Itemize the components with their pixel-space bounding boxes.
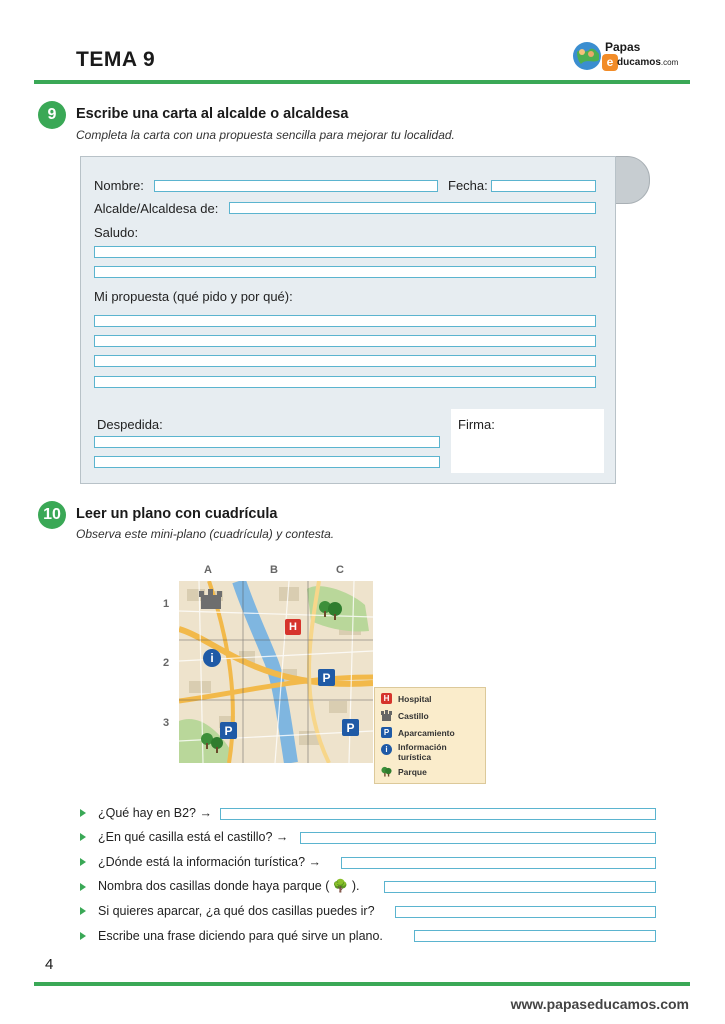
mayor-field[interactable] (229, 202, 596, 214)
bullet-triangle-icon (80, 858, 86, 866)
legend-label-info: Información turística (398, 742, 447, 762)
greeting-line-1[interactable] (94, 246, 596, 258)
date-label: Fecha: (448, 178, 488, 193)
signature-label: Firma: (458, 417, 495, 432)
header-divider (34, 80, 690, 84)
greeting-label: Saludo: (94, 225, 139, 240)
proposal-line-3[interactable] (94, 355, 596, 367)
question-3 (80, 855, 321, 869)
question-2-text: ¿En qué casilla está el castillo? → (98, 830, 289, 844)
legend-row-hospital (381, 693, 432, 704)
bullet-triangle-icon (80, 883, 86, 891)
info-icon: i (381, 744, 392, 755)
question-5-text: Si quieres aparcar, ¿a qué dos casillas puedes ir? (98, 904, 375, 918)
hospital-icon: H (381, 693, 392, 704)
footer-url: www.papaseducamos.com (510, 996, 689, 1012)
name-field[interactable] (154, 180, 438, 192)
map-parking-icon-a3: P (220, 722, 237, 739)
parking-icon: P (381, 727, 392, 738)
papaseducamos-logo (571, 38, 691, 74)
footer-divider (34, 982, 690, 986)
farewell-line-2[interactable] (94, 456, 440, 468)
question-4-text: Nombra dos casillas donde haya parque ( 🌳 ). (98, 879, 360, 893)
question-5 (80, 904, 375, 918)
mayor-label: Alcalde/Alcaldesa de: (94, 201, 219, 216)
map-column-c: C (336, 564, 344, 576)
legend-label-parking: Aparcamiento (398, 727, 455, 738)
exercise-9-number: 9 (38, 101, 66, 129)
answer-line-2[interactable] (300, 832, 656, 844)
legend-row-park (381, 766, 427, 777)
legend-row-castle (381, 710, 429, 721)
exercise-10-number: 10 (38, 501, 66, 529)
exercise-10-title: Leer un plano con cuadrícula (76, 506, 278, 522)
exercise-9-subtitle: Completa la carta con una propuesta sencilla para mejorar tu localidad. (76, 128, 455, 142)
map-legend (374, 687, 486, 784)
globe-icon (571, 40, 603, 72)
question-1 (80, 806, 212, 820)
answer-line-5[interactable] (395, 906, 656, 918)
proposal-line-2[interactable] (94, 335, 596, 347)
legend-label-park: Parque (398, 766, 427, 777)
logo-e-badge: e (602, 54, 618, 71)
page-title: TEMA 9 (76, 48, 156, 71)
answer-line-1[interactable] (220, 808, 656, 820)
answer-line-4[interactable] (384, 881, 656, 893)
map-row-1: 1 (163, 598, 170, 610)
answer-line-6[interactable] (414, 930, 656, 942)
castle-icon (381, 710, 392, 721)
map-hospital-icon: H (285, 619, 301, 635)
answer-line-3[interactable] (341, 857, 656, 869)
map-row-2: 2 (163, 657, 170, 669)
question-4 (80, 879, 360, 894)
map-column-b: B (270, 564, 278, 576)
question-6 (80, 929, 383, 943)
legend-row-parking (381, 727, 455, 738)
grid-map (179, 581, 373, 763)
greeting-line-2[interactable] (94, 266, 596, 278)
map-column-a: A (204, 564, 212, 576)
bullet-triangle-icon (80, 833, 86, 841)
letter-roll (612, 156, 650, 204)
exercise-10-subtitle: Observa este mini-plano (cuadrícula) y contesta. (76, 527, 335, 541)
proposal-line-1[interactable] (94, 315, 596, 327)
proposal-line-4[interactable] (94, 376, 596, 388)
exercise-9-title: Escribe una carta al alcalde o alcaldesa (76, 106, 349, 122)
bullet-triangle-icon (80, 907, 86, 915)
question-2 (80, 830, 288, 844)
question-6-text: Escribe una frase diciendo para qué sirve un plano. (98, 929, 383, 943)
farewell-label: Despedida: (97, 417, 163, 432)
page-number: 4 (45, 956, 54, 973)
logo-text-bottom: ducamos.com (617, 57, 679, 68)
farewell-line-1[interactable] (94, 436, 440, 448)
question-3-text: ¿Dónde está la información turística? → (98, 855, 322, 869)
logo-text-top: Papas (605, 40, 641, 54)
map-info-icon: i (203, 649, 221, 667)
legend-label-castle: Castillo (398, 710, 429, 721)
bullet-triangle-icon (80, 809, 86, 817)
bullet-triangle-icon (80, 932, 86, 940)
date-field[interactable] (491, 180, 596, 192)
map-parking-icon-c2: P (318, 669, 335, 686)
tree-icon (381, 766, 392, 777)
legend-row-info (381, 742, 477, 762)
legend-label-hospital: Hospital (398, 693, 432, 704)
question-1-text: ¿Qué hay en B2? → (98, 806, 212, 820)
map-row-3: 3 (163, 717, 170, 729)
proposal-label: Mi propuesta (qué pido y por qué): (94, 289, 293, 304)
map-parking-icon-c3: P (342, 719, 359, 736)
name-label: Nombre: (94, 178, 144, 193)
map-castle-icon (199, 589, 222, 609)
